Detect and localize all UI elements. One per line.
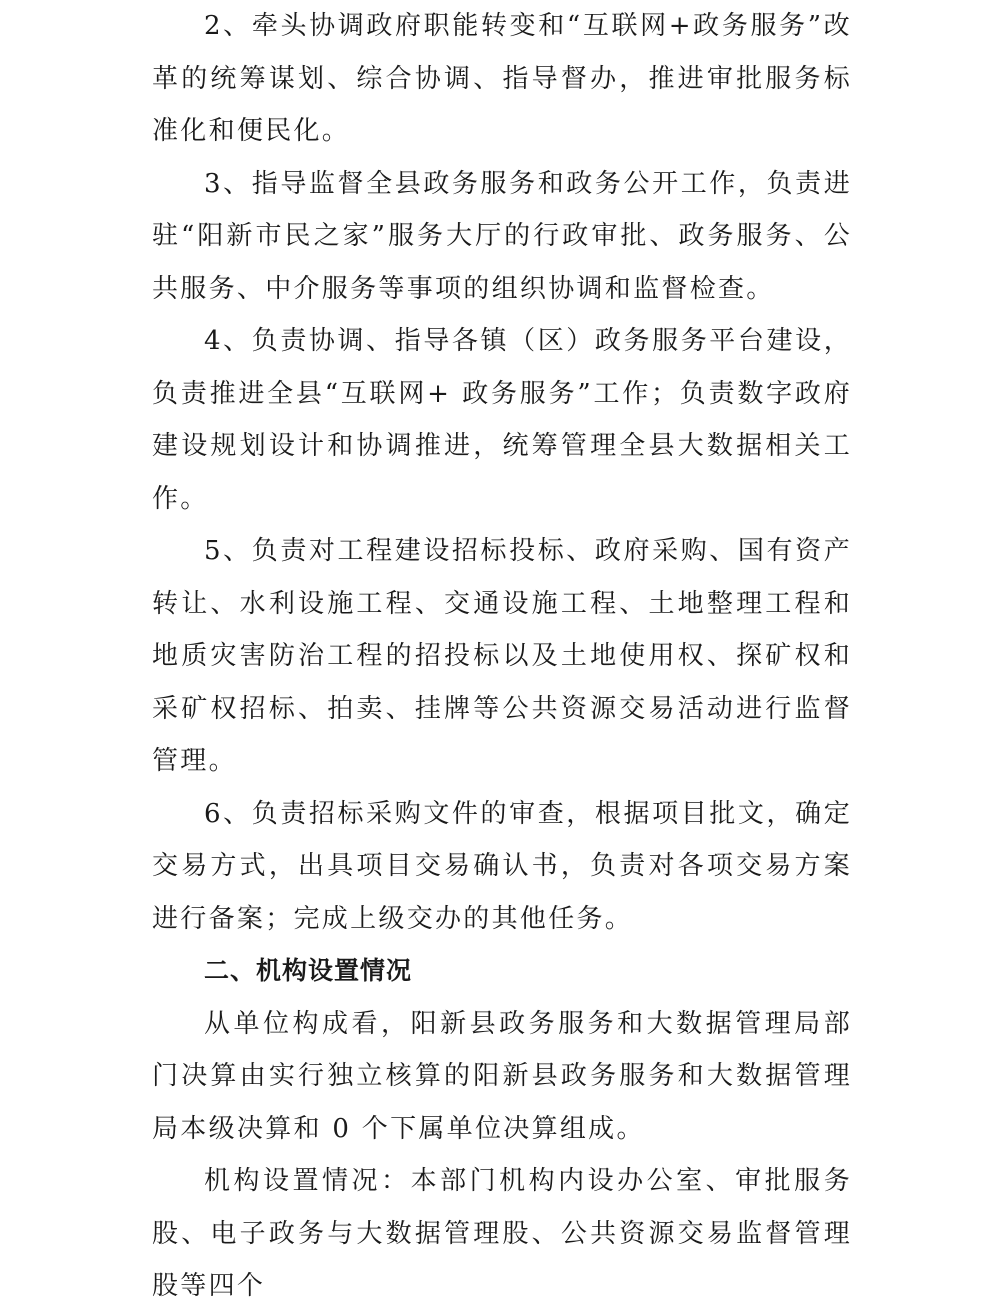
- organization-setup-paragraph: 机构设置情况：本部门机构内设办公室、审批服务股、电子政务与大数据管理股、公共资源交易监督管理股等四个: [152, 1166, 852, 1301]
- section-heading: 二、机构设置情况: [204, 956, 413, 985]
- paragraph-item-4: 4、负责协调、指导各镇（区）政务服务平台建设，负责推进全县“互联网+ 政务服务”工作；负责数字政府建设规划设计和协调推进，统筹管理全县大数据相关工作。: [152, 326, 852, 514]
- paragraph-item-6: 6、负责招标采购文件的审查，根据项目批文，确定交易方式，出具项目交易确认书，负责对各项交易方案进行备案；完成上级交办的其他任务。: [152, 798, 852, 934]
- unit-composition-paragraph: 从单位构成看，阳新县政务服务和大数据管理局部门决算由实行独立核算的阳新县政务服务和大数据管理局本级决算和 0 个下属单位决算组成。: [152, 1008, 852, 1144]
- paragraph-item-3: 3、指导监督全县政务服务和政务公开工作，负责进驻“阳新市民之家”服务大厅的行政审批、政务服务、公共服务、中介服务等事项的组织协调和监督检查。: [152, 168, 852, 304]
- paragraph-item-5: 5、负责对工程建设招标投标、政府采购、国有资产转让、水利设施工程、交通设施工程、土地整理工程和地质灾害防治工程的招投标以及土地使用权、探矿权和采矿权招标、拍卖、挂牌等公共资源交易活动进行监督管理。: [152, 536, 852, 776]
- paragraph-item-2: 2、牵头协调政府职能转变和“互联网+政务服务”改革的统筹谋划、综合协调、指导督办，推进审批服务标准化和便民化。: [152, 11, 852, 146]
- document-body: [152, 0, 852, 1313]
